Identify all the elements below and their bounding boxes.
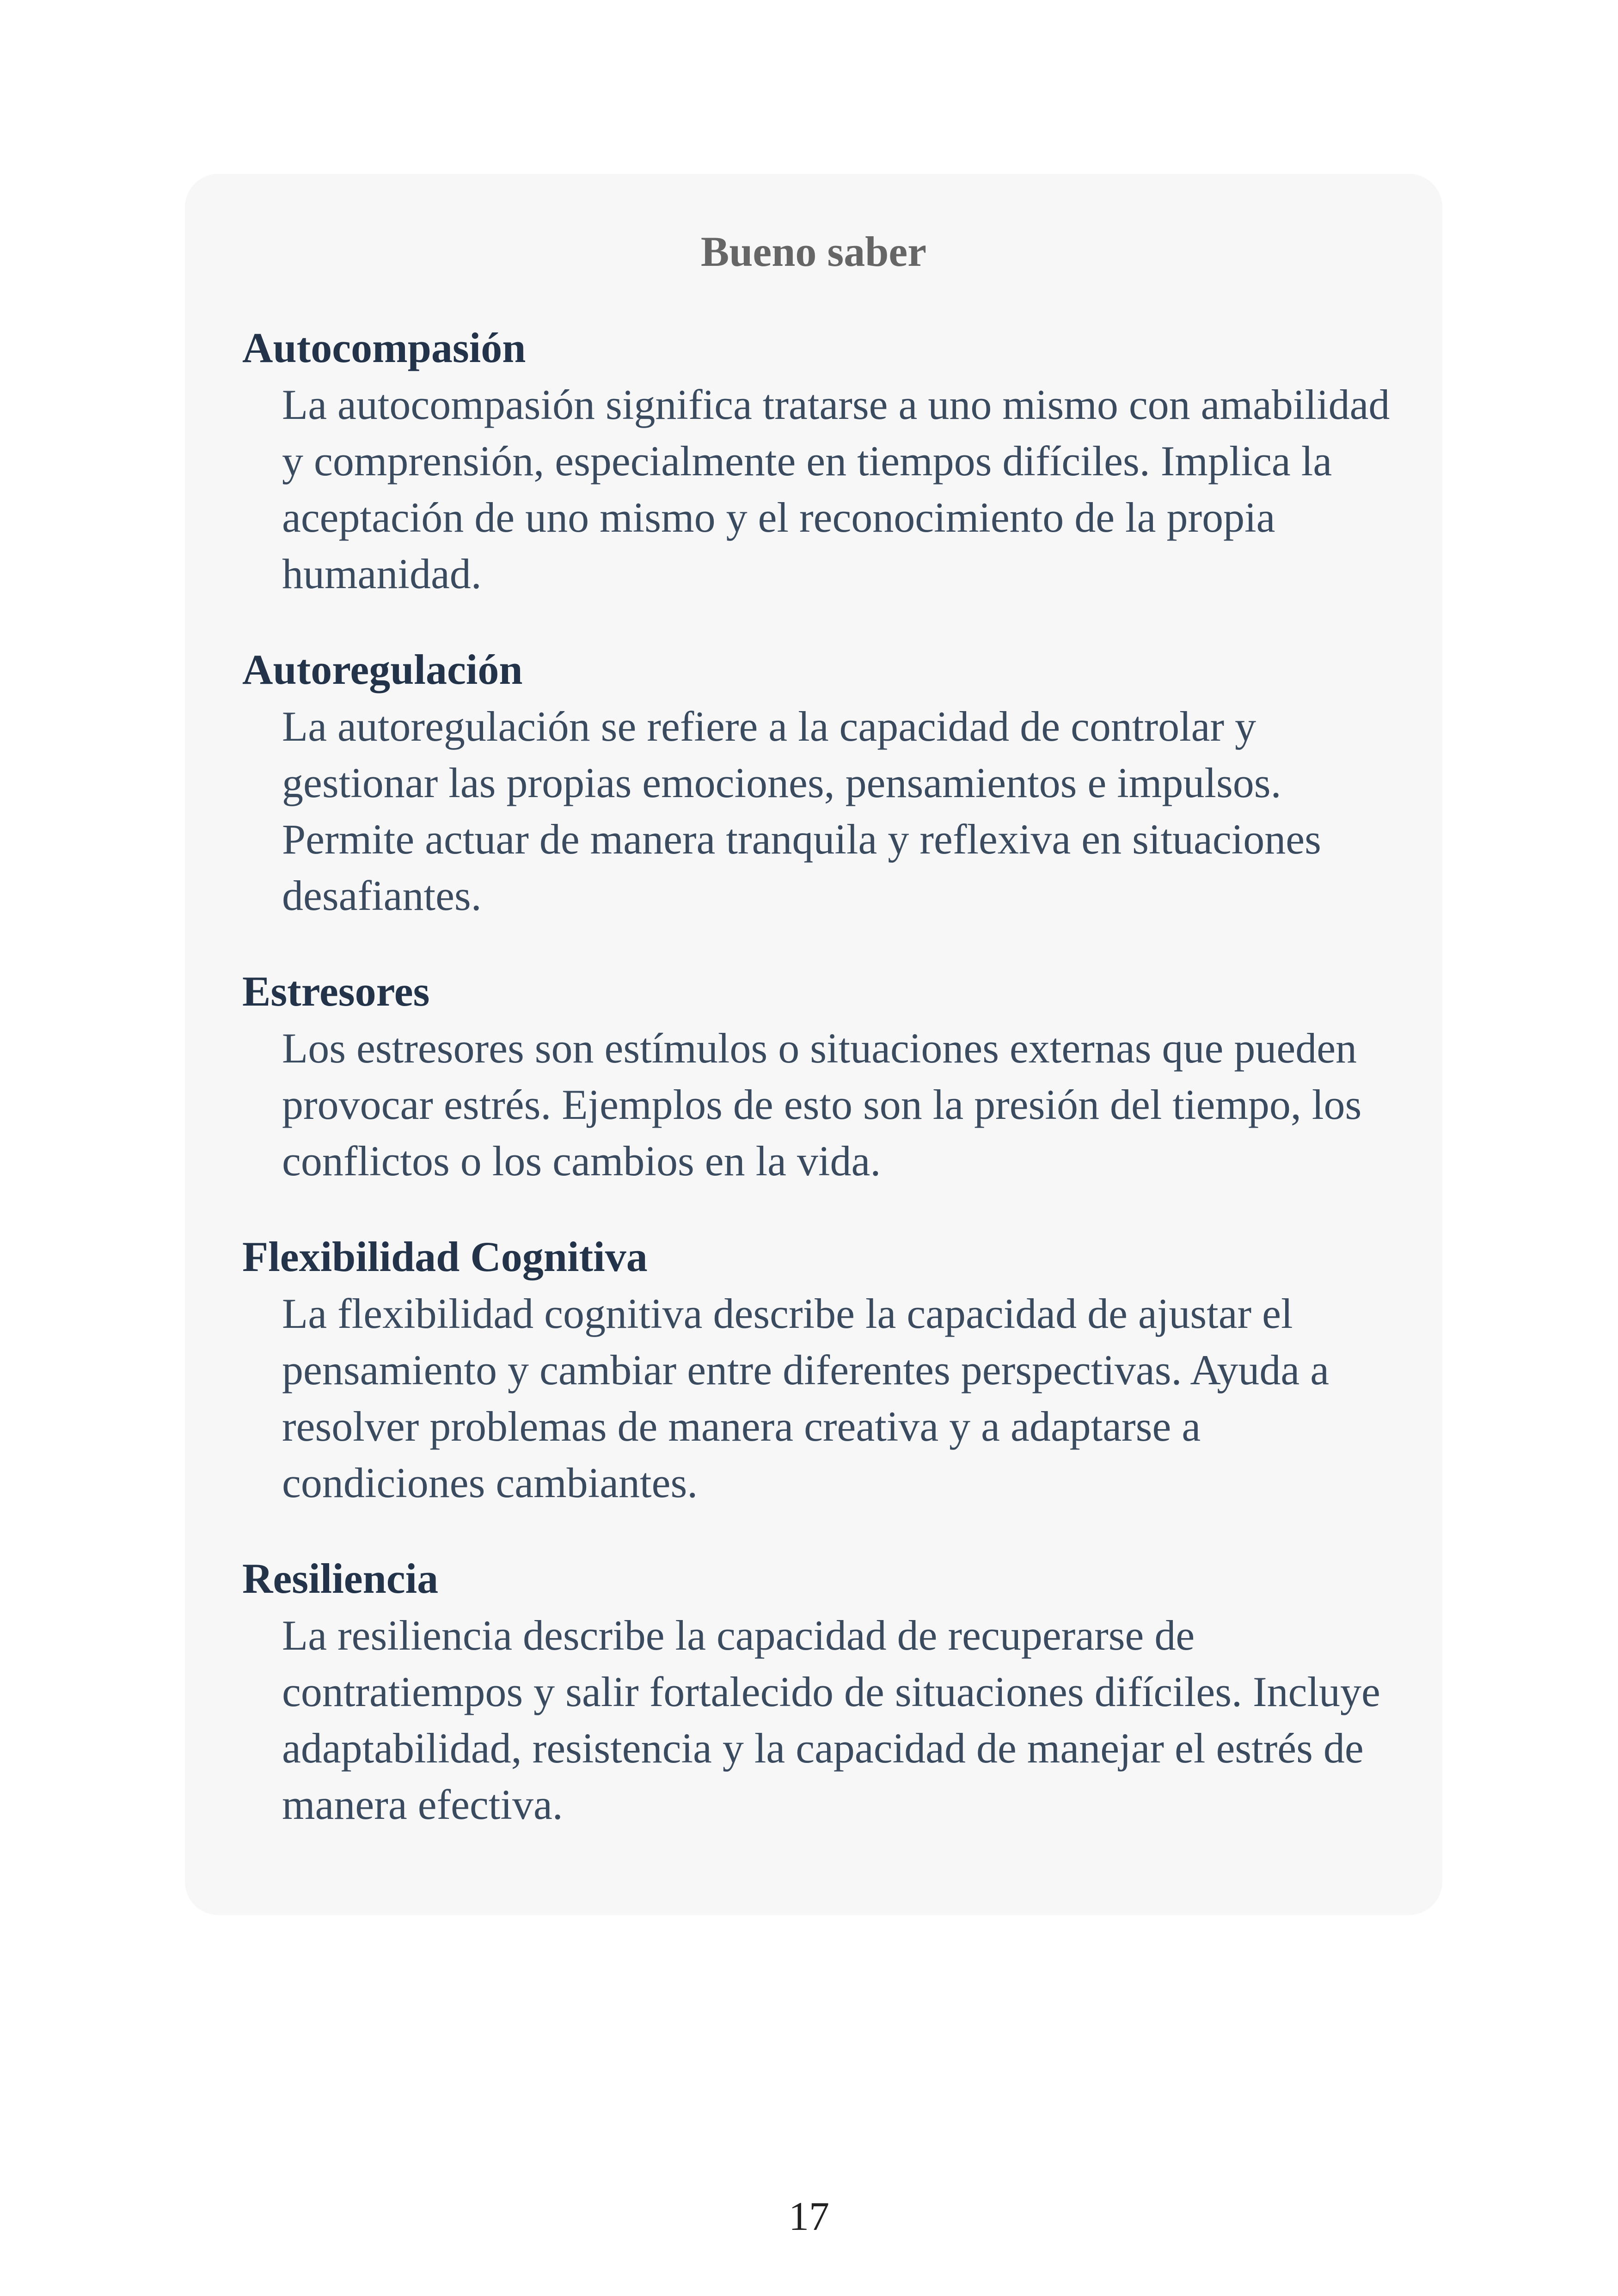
glossary-term: Resiliencia xyxy=(242,1555,439,1602)
glossary-definition: La flexibilidad cognitiva describe la capacidad de ajustar el pensamiento y cambiar entre diferentes perspectivas. Ayuda a resolver problemas de manera creativa y a adaptarse a condiciones cambiantes. xyxy=(282,1290,1330,1506)
glossary-entry-resiliencia xyxy=(242,1551,1407,1833)
glossary-definition: La resiliencia describe la capacidad de recuperarse de contratiempos y salir fortalecido de situaciones difíciles. Incluye adaptabilidad, resistencia y la capacidad de manejar el estrés de manera efectiva. xyxy=(282,1612,1380,1828)
page-number: 17 xyxy=(789,2194,829,2239)
glossary-entry-autoregulacion xyxy=(242,642,1407,924)
glossary-term: Autocompasión xyxy=(242,324,526,371)
glossary-definition: La autocompasión significa tratarse a uno mismo con amabilidad y comprensión, especialmente en tiempos difíciles. Implica la aceptación de uno mismo y el reconocimiento de la propia humanidad. xyxy=(282,381,1390,597)
glossary-entry-estresores xyxy=(242,964,1407,1189)
info-box-title: Bueno saber xyxy=(700,228,927,275)
glossary-term: Estresores xyxy=(242,968,430,1015)
glossary-entry-flexibilidad-cognitiva xyxy=(242,1229,1407,1511)
glossary-term: Flexibilidad Cognitiva xyxy=(242,1233,648,1280)
info-box xyxy=(185,174,1442,1915)
glossary-term: Autoregulación xyxy=(242,646,523,693)
glossary-definition: La autoregulación se refiere a la capacidad de controlar y gestionar las propias emociones, pensamientos e impulsos. Permite actuar de manera tranquila y reflexiva en situaciones desafiantes. xyxy=(282,703,1321,919)
glossary-list xyxy=(242,320,1407,1872)
glossary-definition: Los estresores son estímulos o situaciones externas que pueden provocar estrés. Ejemplos de esto son la presión del tiempo, los conflictos o los cambios en la vida. xyxy=(282,1025,1362,1185)
glossary-entry-autocompasion xyxy=(242,320,1407,602)
